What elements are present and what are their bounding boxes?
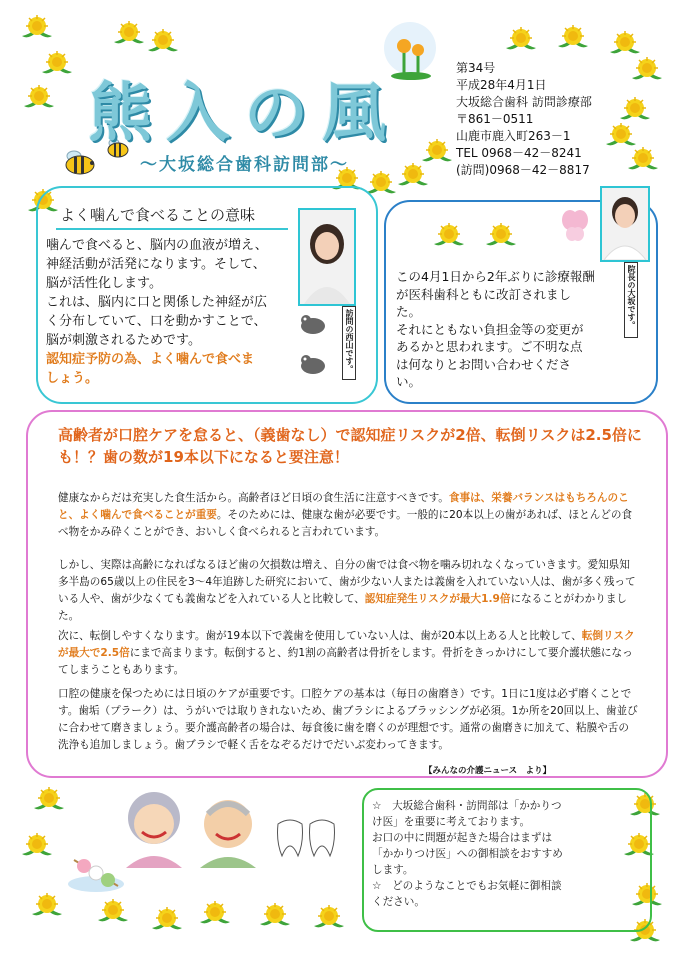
body-line: この4月1日から2年ぶりに診療報酬: [396, 269, 595, 284]
body-line: ☆ どのようなことでもお気軽に御相談: [372, 880, 562, 892]
dandelion-icon: [150, 904, 184, 938]
issue-info: [456, 60, 592, 179]
body-line: これは、脳内に口と関係した神経が広: [46, 295, 268, 310]
fee-revision-body: [396, 268, 636, 391]
body-line: く分布していて、口を動かすことで、: [46, 314, 267, 329]
text: にまで高まります。転倒すると、約1割の高齢者は骨折をします。骨折をきっかけにして要介護状態になってしまうこともあります。: [58, 647, 633, 676]
staff-photo-nishiyama: [298, 208, 356, 306]
highlight-line: しょう。: [46, 371, 99, 386]
paragraph-2: [58, 557, 638, 625]
teeth-icon: [272, 816, 342, 860]
dandelion-icon: [40, 48, 74, 82]
dandelion-icon: [20, 830, 54, 864]
dandelion-icon: [312, 902, 346, 936]
body-line: お口の中に問題が起きた場合はまずは: [372, 832, 553, 844]
body-line: 脳が活性化します。: [46, 276, 162, 291]
title-underline: [56, 228, 288, 230]
cat-icon: [298, 352, 328, 376]
body-line: 噛んで食べると、脳内の血液が増え、: [46, 238, 268, 253]
dandelion-icon: [20, 12, 54, 46]
highlight-line: 認知症予防の為、よく噛んで食べま: [46, 352, 255, 367]
cat-icon: [298, 312, 328, 336]
butterfly-icon: [560, 208, 590, 244]
text: しかし、実際は高齢になればなるほど歯の欠損数は増え、自分の歯では食べ物を噛み切れなくなっていきます。愛知県知多半島の65歳以上の住民を3〜4年追跡した研究において、歯が少ない人または義歯を入れていない人は、歯が多く残っている人や、歯が少なくても義歯などを入れている人と比較して、: [58, 559, 636, 605]
highlight-text: 食事は、栄養バランスはもちろんのこと、よく噛んで食べることが重要: [58, 492, 629, 521]
body-line: ☆ 大坂総合歯科・訪問部は「かかりつ: [372, 800, 562, 812]
newsletter-subtitle: 〜大坂総合歯科訪問部〜: [140, 155, 349, 175]
issue-number: 第34号: [456, 61, 496, 75]
body-line: します。: [372, 864, 414, 876]
staff-label-nishiyama: 訪問の西山です。: [342, 306, 356, 380]
dango-icon: [64, 852, 128, 896]
dandelion-icon: [198, 898, 232, 932]
dandelion-icon: [504, 24, 538, 58]
phone-main: TEL 0968－42－8241: [456, 146, 582, 160]
elderly-couple-icon: [112, 784, 276, 868]
oral-care-article-title: 高齢者が口腔ケアを怠ると、（義歯なし）で認知症リスクが2倍、転倒リスクは2.5倍にも！？歯の数が19本以下になると要注意！: [58, 426, 642, 466]
clinic-name: 大坂総合歯科 訪問診療部: [456, 95, 592, 109]
paragraph-4: 口腔の健康を保つためには日頃のケアが重要です。口腔ケアの基本は（毎日の歯磨き）です。1日に1度は必ず磨くことです。歯垢（プラーク）は、うがいでは取りきれないため、歯ブラシによるブラッシングが必須。1か所を20回以上、歯並びに合わせて磨きましょう。要介護高齢者の場合は、毎食後に歯を磨くのが理想です。通常の歯磨きに加えて、粘膜や舌の洗浄も追加しましょう。歯ブラシで軽く舌をなぞるだけでだいぶ変わってきます。: [58, 688, 638, 751]
phone-visit: (訪問)0968－42－8817: [456, 163, 590, 177]
dandelion-icon: [112, 18, 146, 52]
issue-date: 平成28年4月1日: [456, 78, 547, 92]
highlight-text: 転倒リスクが最大で2.5倍: [58, 630, 635, 659]
paragraph-1: [58, 490, 638, 541]
postal-code: 〒861－0511: [456, 112, 534, 126]
dandelion-icon: [32, 784, 66, 818]
text: 次に、転倒しやすくなります。歯が19本以下で義歯を使用していない人は、歯が20本以上ある人と比較して、: [58, 630, 582, 642]
body-line: ください。: [372, 896, 425, 908]
body-line: あるかと思われます。ご不明な点: [396, 339, 583, 354]
body-line: それにともない負担金等の変更が: [396, 321, 584, 337]
dandelion-icon: [146, 26, 180, 60]
dandelion-icon: [30, 890, 64, 924]
dandelion-icon: [626, 144, 660, 178]
body-line: 脳が刺激されるためです。: [46, 333, 201, 348]
body-line: 神経活動が活発になります。そして、: [46, 257, 266, 272]
body-line: い。: [396, 374, 422, 389]
source-credit: 【みんなの介護ニュース より】: [424, 766, 552, 776]
body-line: た。: [396, 304, 422, 319]
text: 健康なからだは充実した食生活から。高齢者ほど日頃の食生活に注意すべきです。: [58, 492, 449, 504]
family-dentist-body: [372, 798, 642, 910]
dandelion-icon: [22, 82, 56, 116]
newsletter-title: 熊入の風: [88, 76, 400, 151]
staff-photo-osaka: [600, 186, 650, 262]
staff-label-osaka: 院長の大坂です。: [624, 262, 638, 338]
body-line: け医」を重要に考えております。: [372, 816, 531, 828]
dandelion-icon: [420, 136, 454, 170]
dandelion-icon: [556, 22, 590, 56]
body-line: は何なりとお問い合わせくださ: [396, 356, 572, 372]
dandelion-icon: [258, 900, 292, 934]
chewing-article-title: よく噛んで食べることの意味: [60, 206, 256, 224]
body-line: 「かかりつけ医」への御相談をおすすめ: [372, 848, 563, 860]
body-line: が医科歯科ともに改訂されまし: [396, 286, 572, 302]
highlight-text: 認知症発生リスクが最大1.9倍: [364, 593, 511, 605]
dandelion-icon: [96, 896, 130, 930]
chewing-article-body: [46, 236, 302, 388]
text: になることがわかりました。: [58, 593, 628, 622]
paragraph-3: [58, 628, 638, 679]
dandelion-icon: [630, 54, 664, 88]
address: 山鹿市鹿入町263－1: [456, 129, 571, 143]
text: 。そのためには、健康な歯が必要です。一般的に20本以上の歯があれば、ほとんどの食べ物をかみ砕くことができ、おいしく食べられると言われています。: [58, 509, 633, 538]
